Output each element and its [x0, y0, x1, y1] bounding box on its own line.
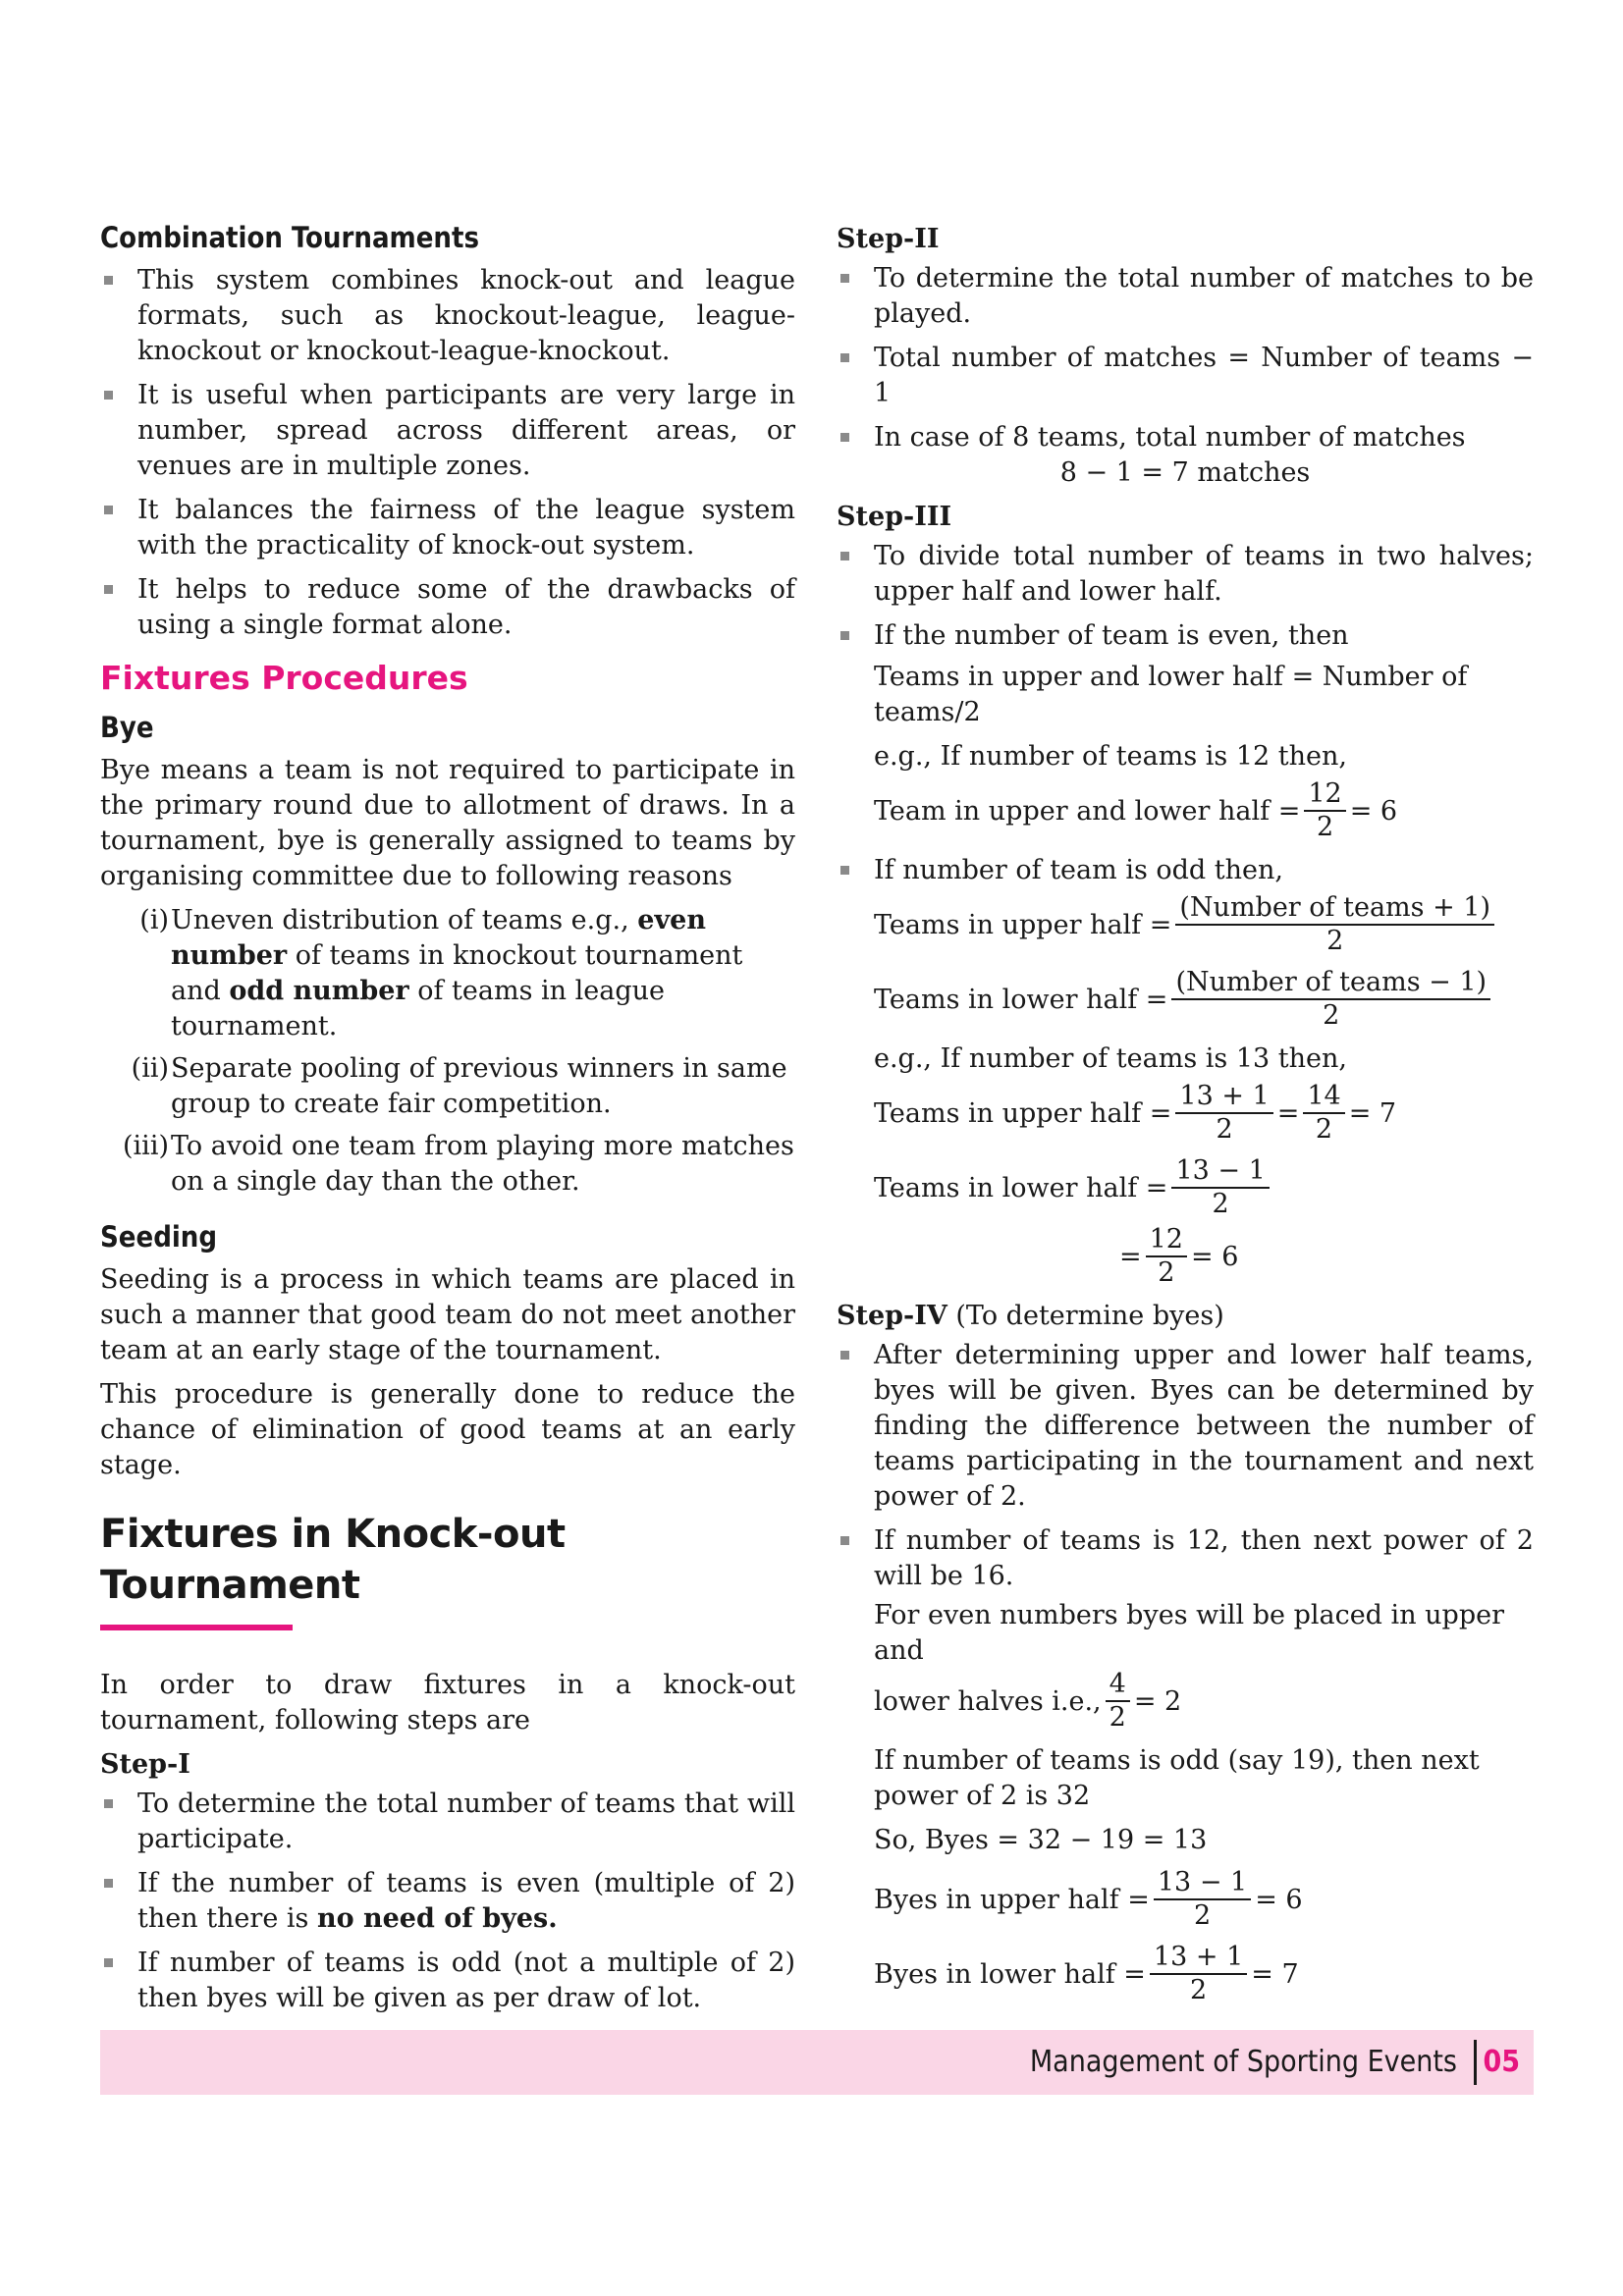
denominator: 2 [1216, 1114, 1233, 1145]
list-item: If number of teams is 12, then next power of 2 will be 16. [837, 1523, 1534, 1594]
list-item: If number of teams is odd (not a multiple of 2) then byes will be given as per draw of lot. [100, 1946, 795, 2016]
equals-sign: = [1276, 1097, 1300, 1129]
equation-label: lower halves i.e., [874, 1685, 1102, 1717]
step-4-label-text: Step-IV [837, 1301, 947, 1331]
fraction [1175, 1081, 1272, 1146]
step-4-list [837, 1338, 1534, 1594]
step-1-label: Step-I [100, 1749, 190, 1780]
even-formula: Teams in upper and lower half = Number of teams/2 [874, 662, 1468, 727]
reason-bold-text: even number [171, 905, 706, 971]
footer-chapter-title: Management of Sporting Events [1029, 2045, 1457, 2079]
equation-result: = 2 [1133, 1685, 1182, 1717]
numerator: 14 [1303, 1081, 1344, 1114]
reason-text: Separate pooling of previous winners in same group to create fair competition. [171, 1053, 787, 1119]
numerator: (Number of teams − 1) [1171, 967, 1490, 1000]
page-number: 05 [1483, 2045, 1520, 2079]
list-item: To determine the total number of teams that will participate. [100, 1787, 795, 1857]
numerator: 13 + 1 [1150, 1942, 1247, 1975]
fraction [1304, 778, 1345, 843]
odd-byes-text: If number of teams is odd (say 19), then next power of 2 is 32 [874, 1745, 1480, 1811]
denominator: 2 [1109, 1702, 1126, 1733]
knockout-fixtures-heading [100, 1509, 795, 1611]
list-item: It balances the fairness of the league system with the practicality of knock-out system. [100, 493, 795, 563]
list-item: To determine the total number of matches to be played. [837, 261, 1534, 332]
byes-lower-calculation [837, 1942, 1534, 2006]
list-number: (iii) [123, 1131, 169, 1161]
equation-result: = 7 [1251, 1958, 1299, 1990]
odd-lower-formula [837, 967, 1534, 1032]
numerator: 13 − 1 [1154, 1867, 1251, 1900]
seeding-paragraph: This procedure is generally done to reduce the chance of elimination of good teams at an early stage. [100, 1379, 795, 1480]
odd-upper-calculation [837, 1081, 1534, 1146]
combination-bullet-list [100, 263, 795, 643]
list-text: If the number of teams is even (multiple of 2) then there is [137, 1868, 795, 1934]
denominator: 2 [1316, 812, 1334, 842]
equation-result: = 6 [1190, 1241, 1239, 1272]
denominator: 2 [1315, 1114, 1333, 1145]
list-number: (i) [139, 905, 169, 935]
equation-result: = 6 [1349, 795, 1398, 827]
equation-label: Team in upper and lower half = [874, 795, 1301, 827]
reason-text: of teams in league tournament. [171, 976, 665, 1041]
numerator: 12 [1146, 1224, 1187, 1257]
byes-upper-calculation [837, 1867, 1534, 1932]
list-item: To divide total number of teams in two halves; upper half and lower half. [837, 539, 1534, 610]
step-3-odd-list [837, 853, 1534, 888]
list-item: After determining upper and lower half teams, byes will be given. Byes can be determined by finding the difference between the number of teams participating in the tournament and next power of 2. [837, 1338, 1534, 1515]
numerator: 13 + 1 [1175, 1081, 1272, 1114]
even-example: e.g., If number of teams is 12 then, [874, 741, 1347, 772]
even-byes-text: For even numbers byes will be placed in upper and [874, 1600, 1505, 1666]
equation-label: Byes in upper half = [874, 1884, 1150, 1915]
numerator: 13 − 1 [1171, 1155, 1269, 1189]
step-2-label: Step-II [837, 224, 940, 254]
reason-text: Uneven distribution of teams e.g., [171, 905, 638, 935]
reason-text: To avoid one team from playing more matches on a single day than the other. [171, 1131, 794, 1197]
seeding-paragraph: Seeding is a process in which teams are placed in such a manner that good team do not meet another team at an early stage of the tournament. [100, 1264, 795, 1365]
list-item: This system combines knock-out and league formats, such as knockout-league, league-knockout or knockout-league-knockout. [100, 263, 795, 369]
step-3-label: Step-III [837, 502, 952, 532]
seeding-heading: Seeding [100, 1220, 218, 1254]
denominator: 2 [1212, 1189, 1229, 1219]
reason-text: of teams in knockout tournament and [171, 940, 743, 1006]
odd-example: e.g., If number of teams is 13 then, [874, 1043, 1347, 1074]
list-bold-text: no need of byes. [316, 1903, 558, 1934]
numerator: 12 [1304, 778, 1345, 812]
heading-line: Tournament [100, 1563, 360, 1608]
bye-paragraph: Bye means a team is not required to participate in the primary round due to allotment of draws. In a tournament, bye is generally assigned to teams by organising committee due to following reasons [100, 755, 795, 891]
list-item: In case of 8 teams, total number of matches [837, 420, 1534, 455]
fixtures-procedures-heading: Fixtures Procedures [100, 659, 468, 697]
odd-upper-formula [837, 892, 1534, 957]
list-item: If number of team is odd then, [837, 853, 1534, 888]
knockout-intro-paragraph: In order to draw fixtures in a knock-out tournament, following steps are [100, 1670, 795, 1735]
list-item: It helps to reduce some of the drawbacks of using a single format alone. [100, 572, 795, 643]
equation-label: Teams in upper half = [874, 1097, 1172, 1129]
denominator: 2 [1323, 1000, 1340, 1031]
step-3-list [837, 539, 1534, 654]
list-item [100, 1051, 795, 1122]
step-4-subtitle: (To determine byes) [947, 1301, 1224, 1331]
fraction [1106, 1669, 1130, 1734]
heading-line: Fixtures in Knock-out [100, 1512, 566, 1557]
step-2-equation: 8 − 1 = 7 matches [1059, 457, 1311, 488]
page-footer [100, 2030, 1534, 2095]
denominator: 2 [1158, 1257, 1175, 1288]
reason-bold-text: odd number [229, 976, 409, 1006]
combination-tournaments-heading: Combination Tournaments [100, 221, 480, 254]
fraction [1154, 1867, 1251, 1932]
fraction [1150, 1942, 1247, 2006]
list-item: Total number of matches = Number of teams − 1 [837, 341, 1534, 411]
list-item [100, 1129, 795, 1200]
bye-reasons-list [100, 903, 795, 1200]
step-4-label [837, 1299, 1534, 1334]
left-column [100, 218, 795, 2025]
step-2-list [837, 261, 1534, 455]
footer-divider [1474, 2040, 1477, 2085]
even-byes-calculation [837, 1669, 1534, 1734]
fraction [1171, 1155, 1269, 1220]
odd-lower-calculation [837, 1155, 1534, 1220]
heading-underline [100, 1625, 293, 1630]
equation-label: Teams in upper half = [874, 909, 1172, 940]
equation-label: Teams in lower half = [874, 1172, 1168, 1203]
numerator: (Number of teams + 1) [1175, 892, 1494, 926]
denominator: 2 [1193, 1900, 1212, 1931]
denominator: 2 [1189, 1975, 1208, 2005]
bye-heading: Bye [100, 711, 154, 744]
list-item: If the number of team is even, then [837, 618, 1534, 654]
equation-label: Byes in lower half = [874, 1958, 1146, 1990]
fraction [1171, 967, 1490, 1032]
even-calculation [837, 778, 1534, 843]
odd-lower-calculation-result [837, 1224, 1534, 1289]
denominator: 2 [1326, 926, 1344, 956]
fraction [1146, 1224, 1187, 1289]
equation-result: = 6 [1255, 1884, 1303, 1915]
right-column [837, 218, 1534, 2016]
list-item [100, 1866, 795, 1937]
fraction [1175, 892, 1494, 957]
equals-sign: = [1119, 1241, 1142, 1272]
step-1-list [100, 1787, 795, 2016]
equation-label: Teams in lower half = [874, 984, 1168, 1015]
list-number: (ii) [131, 1053, 169, 1084]
byes-total: So, Byes = 32 − 19 = 13 [874, 1825, 1208, 1855]
fraction [1303, 1081, 1344, 1146]
list-item [100, 903, 795, 1044]
list-item: It is useful when participants are very large in number, spread across different areas, or venues are in multiple zones. [100, 378, 795, 484]
equation-result: = 7 [1348, 1097, 1397, 1129]
numerator: 4 [1106, 1669, 1130, 1702]
